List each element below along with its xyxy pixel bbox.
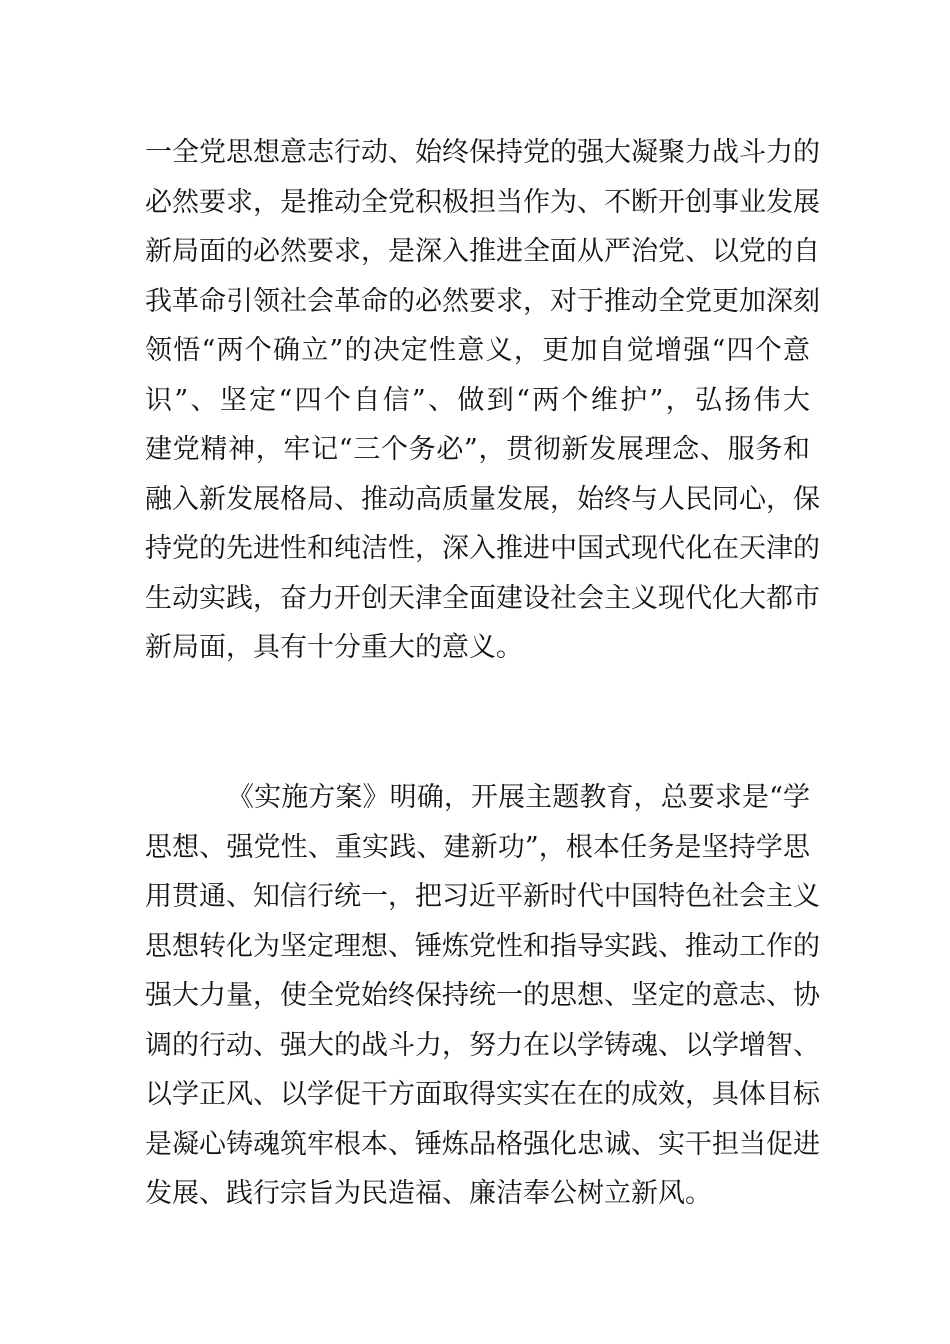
- text-line: 必然要求，是推动全党积极担当作为、不断开创事业发展: [145, 186, 820, 218]
- text-line: 调的行动、强大的战斗力，努力在以学铸魂、以学增智、: [145, 1029, 820, 1061]
- text-line: 思想、强党性、重实践、建新功”，根本任务是坚持学思: [145, 831, 810, 863]
- text-line: 领悟“两个确立”的决定性意义，更加自觉增强“四个意: [145, 335, 810, 366]
- text-line: 建党精神，牢记“三个务必”，贯彻新发展理念、服务和: [145, 434, 810, 465]
- text-line: 思想转化为坚定理想、锤炼党性和指导实践、推动工作的: [145, 930, 820, 962]
- text-line: 新局面，具有十分重大的意义。: [145, 632, 523, 663]
- paragraph-continuation: [145, 128, 820, 673]
- text-line: 识”、坚定“四个自信”、做到“两个维护”，弘扬伟大: [145, 384, 810, 416]
- text-line: 融入新发展格局、推动高质量发展，始终与人民同心，保: [145, 483, 820, 515]
- text-line: 新局面的必然要求，是深入推进全面从严治党、以党的自: [145, 236, 820, 267]
- text-line: 用贯通、知信行统一，把习近平新时代中国特色社会主义: [145, 881, 820, 912]
- text-line: 《实施方案》明确，开展主题教育，总要求是“学: [227, 782, 810, 813]
- text-line: 是凝心铸魂筑牢根本、锤炼品格强化忠诚、实干担当促进: [145, 1128, 820, 1160]
- text-line: 强大力量，使全党始终保持统一的思想、坚定的意志、协: [145, 980, 820, 1011]
- paragraph-implementation-plan: [145, 773, 820, 1219]
- text-line: 以学正风、以学促干方面取得实实在在的成效，具体目标: [145, 1079, 820, 1110]
- text-line: 发展、践行宗旨为民造福、廉洁奉公树立新风。: [145, 1178, 712, 1209]
- text-line: 生动实践，奋力开创天津全面建设社会主义现代化大都市: [145, 582, 820, 614]
- text-line: 我革命引领社会革命的必然要求，对于推动全党更加深刻: [145, 285, 820, 317]
- text-line: 持党的先进性和纯洁性，深入推进中国式现代化在天津的: [145, 533, 820, 564]
- text-line: 一全党思想意志行动、始终保持党的强大凝聚力战斗力的: [145, 137, 820, 168]
